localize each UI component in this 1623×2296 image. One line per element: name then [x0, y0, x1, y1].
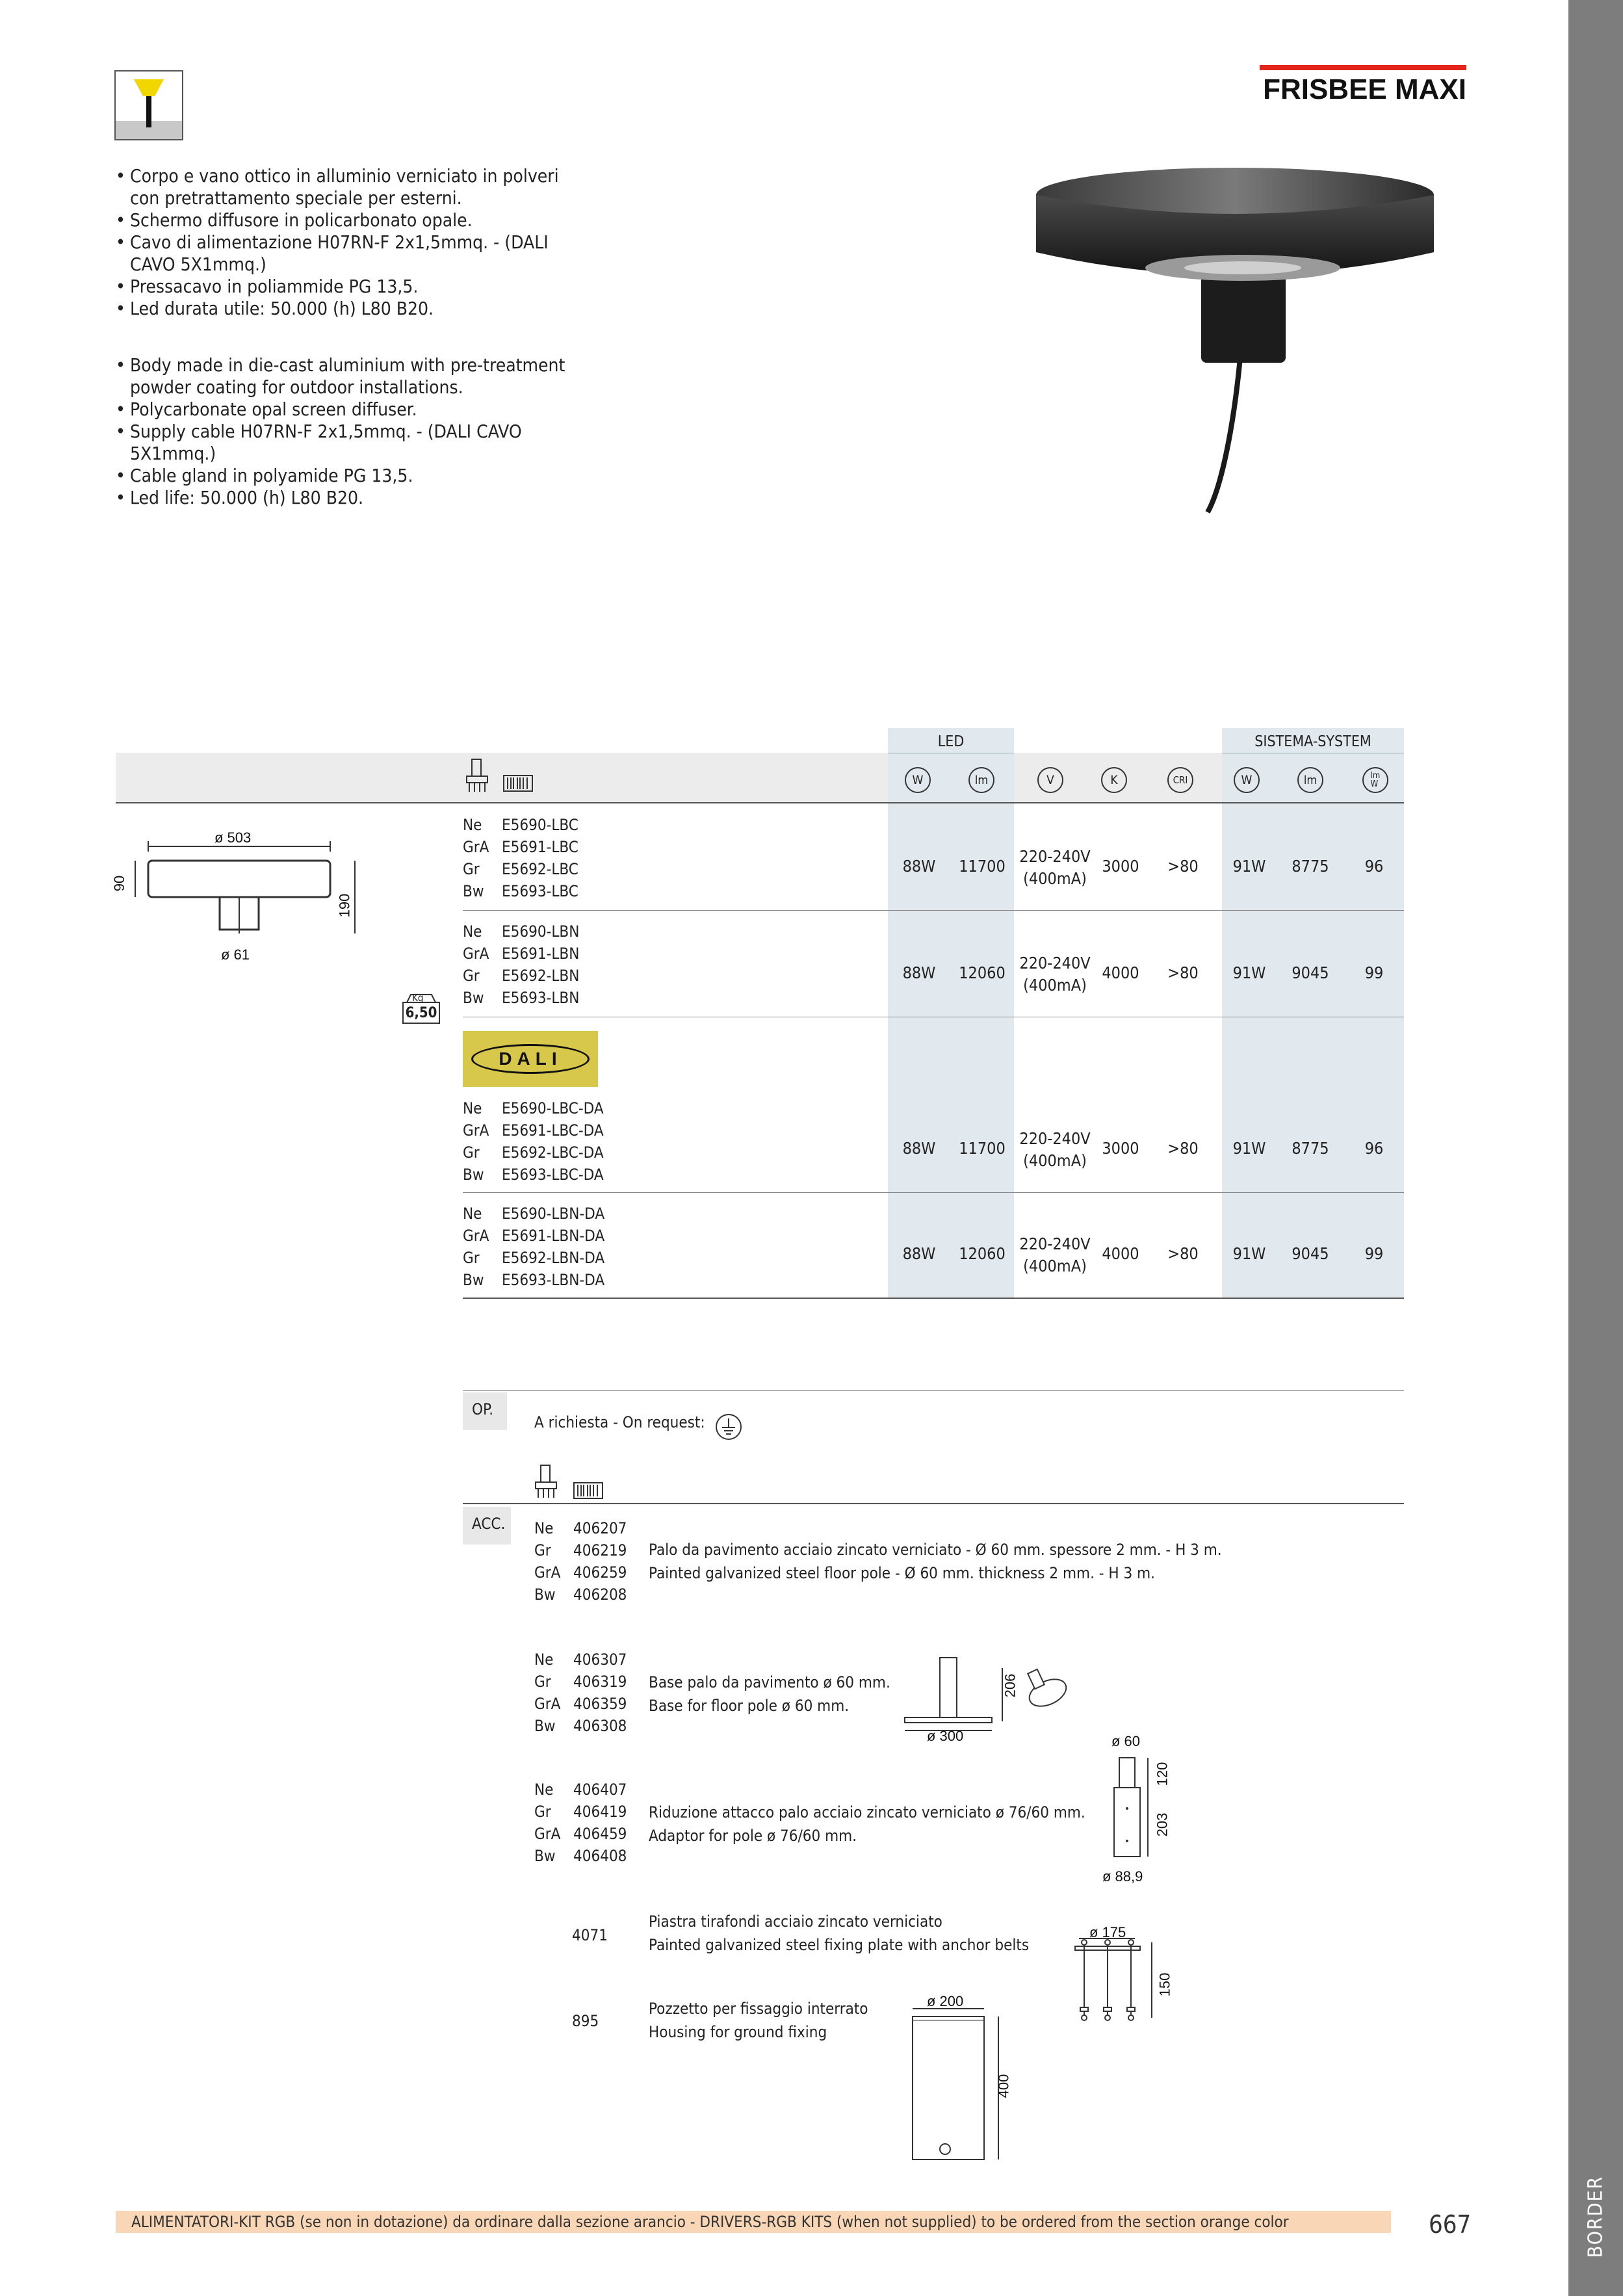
cell-sys-w: 91W: [1232, 1139, 1266, 1158]
cell-voltage: [1014, 1128, 1096, 1172]
acc-code-line: [534, 1649, 627, 1671]
barcode-icon: [503, 775, 533, 794]
code-line: [463, 943, 579, 965]
cell-sys-lm: 9045: [1292, 1244, 1329, 1263]
drive-current: (400mA): [1023, 869, 1087, 888]
cell-eff: 96: [1364, 1139, 1384, 1158]
cell-cri: >80: [1167, 1244, 1199, 1263]
finish-code: Bw: [534, 1847, 556, 1865]
acc-plate-diameter: ø 175: [1089, 1924, 1126, 1940]
finish-code: Gr: [534, 1541, 551, 1559]
cell-led-lm: 12060: [959, 963, 1006, 982]
voltage-range: 220-240V: [1019, 1129, 1091, 1148]
led-band: [888, 728, 1014, 1299]
accessory-code: 406219: [573, 1541, 627, 1559]
led-group-label: LED: [937, 733, 965, 750]
feature-item: • Cavo di alimentazione H07RN-F 2x1,5mmq. - (DALI CAVO 5X1mmq.): [116, 231, 584, 276]
code-line: [463, 920, 579, 943]
acc-plate-height: 150: [1156, 1972, 1173, 1997]
product-title: FRISBEE MAXI: [1263, 73, 1466, 105]
cell-led-lm: 11700: [959, 857, 1006, 876]
pole-mount-icon: [464, 758, 490, 797]
acc-code-line: [534, 1801, 627, 1823]
acc-code-line: [534, 1845, 627, 1867]
dim-total-height: 190: [336, 893, 353, 918]
code-line: [463, 965, 579, 987]
finish-code: Ne: [534, 1650, 554, 1669]
finish-code: Gr: [463, 860, 480, 878]
row-divider: [463, 1192, 1404, 1193]
finish-code: Bw: [534, 1717, 556, 1735]
footer-note: ALIMENTATORI-KIT RGB (se non in dotazione) da ordinare dalla sezione arancio - DRIVERS-RGB KITS (when not supplied) to be ordered from the section orange color: [116, 2211, 1391, 2233]
category-icon: [114, 70, 183, 140]
dali-label: DALI: [499, 1049, 562, 1069]
accessory-code: 406359: [573, 1695, 627, 1713]
code-line: [463, 880, 578, 902]
acc-housing-desc: [649, 1997, 868, 2044]
row-divider: [463, 1298, 1404, 1299]
product-code: E5691-LBN-DA: [502, 1227, 605, 1245]
acc-plate-drawing: [1066, 1937, 1170, 2028]
voltage-range: 220-240V: [1019, 847, 1091, 866]
accessory-code: 406459: [573, 1825, 627, 1843]
accessory-code: 406308: [573, 1717, 627, 1735]
product-codes: [463, 920, 579, 1009]
acc-code-line: [534, 1671, 627, 1693]
feature-item: • Pressacavo in poliammide PG 13,5.: [116, 276, 584, 298]
code-line: [463, 1119, 604, 1141]
acc-base-desc-it: Base palo da pavimento ø 60 mm.: [649, 1673, 890, 1691]
finish-code: Ne: [534, 1781, 554, 1799]
product-code: E5693-LBN-DA: [502, 1271, 605, 1289]
acc-housing-height: 400: [995, 2074, 1012, 2098]
lumen-icon: lm: [968, 767, 994, 793]
acc-adaptor-drawing: [1105, 1750, 1183, 1867]
acc-adaptor-desc-en: Adaptor for pole ø 76/60 mm.: [649, 1827, 857, 1845]
product-code: E5693-LBC-DA: [502, 1166, 604, 1184]
acc-housing-diameter: ø 200: [927, 1993, 964, 2009]
row-divider: [463, 910, 1404, 911]
finish-code: Bw: [463, 1166, 484, 1184]
product-code: E5690-LBC: [502, 816, 578, 834]
cell-k: 4000: [1102, 963, 1139, 982]
code-line: [463, 814, 578, 836]
code-line: [463, 1225, 604, 1247]
finish-code: GrA: [463, 838, 489, 856]
finish-code: Bw: [463, 1271, 484, 1289]
finish-code: Gr: [534, 1803, 551, 1821]
finish-code: Ne: [463, 922, 482, 941]
acc-base-desc: [649, 1671, 890, 1717]
cell-eff: 96: [1364, 857, 1384, 876]
cell-led-lm: 11700: [959, 1139, 1006, 1158]
accessory-code: 406408: [573, 1847, 627, 1865]
acc-housing-code: 895: [572, 2012, 599, 2030]
acc-adaptor-bottom: ø 88,9: [1102, 1868, 1143, 1885]
cell-k: 4000: [1102, 1244, 1139, 1263]
dim-height: 90: [111, 875, 128, 892]
acc-code-line: [534, 1561, 627, 1584]
product-code: E5690-LBN-DA: [502, 1205, 605, 1223]
acc-code-line: [534, 1693, 627, 1715]
acc-code-line: [534, 1823, 627, 1845]
side-bar: [1568, 0, 1623, 2296]
accessory-code: 406259: [573, 1563, 627, 1582]
feature-item: • Body made in die-cast aluminium with pre-treatment powder coating for outdoor installations.: [116, 354, 584, 398]
acc-base-width: ø 300: [927, 1728, 964, 1744]
product-code: E5690-LBC-DA: [502, 1099, 604, 1117]
acc-pole-desc-en: Painted galvanized steel floor pole - Ø 60 mm. thickness 2 mm. - H 3 m.: [649, 1564, 1156, 1582]
code-line: [463, 1141, 604, 1164]
acc-housing-desc-it: Pozzetto per fissaggio interrato: [649, 2000, 868, 2018]
voltage-range: 220-240V: [1019, 954, 1091, 972]
acc-code-line: [534, 1715, 627, 1737]
feature-item: • Polycarbonate opal screen diffuser.: [116, 398, 584, 421]
product-code: E5691-LBC: [502, 838, 578, 856]
weight-value: 6,50: [405, 1005, 437, 1021]
feature-item: • Led durata utile: 50.000 (h) L80 B20.: [116, 298, 584, 320]
acc-code-line: [534, 1584, 627, 1606]
acc-barcode-icon: [573, 1482, 603, 1502]
dim-stem: ø 61: [221, 946, 250, 963]
feature-item: • Cable gland in polyamide PG 13,5.: [116, 465, 584, 487]
cell-sys-lm: 8775: [1292, 1139, 1329, 1158]
acc-pole-desc: [649, 1538, 1222, 1585]
cell-cri: >80: [1167, 1139, 1199, 1158]
product-code: E5692-LBN-DA: [502, 1249, 605, 1267]
acc-pole-icon: [533, 1464, 559, 1503]
options-text: A richiesta - On request:: [534, 1413, 705, 1431]
table-header-bar: [116, 753, 1404, 802]
finish-code: GrA: [463, 945, 489, 963]
cell-cri: >80: [1167, 857, 1199, 876]
finish-code: Bw: [463, 882, 484, 900]
cell-eff: 99: [1364, 963, 1384, 982]
finish-code: GrA: [534, 1695, 561, 1713]
cell-k: 3000: [1102, 1139, 1139, 1158]
acc-pole-codes: [534, 1517, 627, 1606]
code-line: [463, 1097, 604, 1119]
cell-eff: 99: [1364, 1244, 1384, 1263]
system-lumen-icon: lm: [1297, 767, 1323, 793]
page-number: 667: [1429, 2210, 1472, 2239]
cell-sys-w: 91W: [1232, 857, 1266, 876]
dali-logo: [463, 1031, 598, 1087]
finish-code: GrA: [534, 1563, 561, 1582]
accessory-code: 406207: [573, 1519, 627, 1537]
cell-led-w: 88W: [902, 1139, 936, 1158]
product-codes: [463, 1203, 604, 1291]
drive-current: (400mA): [1023, 976, 1087, 995]
acc-adaptor-upper: 120: [1154, 1762, 1171, 1786]
code-line: [463, 987, 579, 1009]
cell-cri: >80: [1167, 963, 1199, 982]
system-band: [1222, 728, 1404, 1299]
volt-icon: V: [1037, 767, 1063, 793]
features-italian: [116, 165, 584, 320]
dim-diameter: ø 503: [214, 829, 252, 846]
accessory-code: 406407: [573, 1781, 627, 1799]
product-code: E5690-LBN: [502, 922, 580, 941]
finish-code: Ne: [463, 816, 482, 834]
finish-code: GrA: [534, 1825, 561, 1843]
cell-led-w: 88W: [902, 1244, 936, 1263]
feature-item: • Corpo e vano ottico in alluminio verniciato in polveri con pretrattamento speciale per esterni.: [116, 165, 584, 209]
product-code: E5692-LBC-DA: [502, 1143, 604, 1162]
cell-sys-lm: 8775: [1292, 857, 1329, 876]
finish-code: Gr: [534, 1673, 551, 1691]
cell-voltage: [1014, 1233, 1096, 1277]
product-codes: [463, 1097, 604, 1186]
accessories-rule: [463, 1503, 1404, 1504]
feature-item: • Schermo diffusore in policarbonato opale.: [116, 209, 584, 231]
cell-voltage: [1014, 952, 1096, 997]
system-group-label: SISTEMA-SYSTEM: [1254, 733, 1371, 750]
accessory-code: 406319: [573, 1673, 627, 1691]
product-codes: [463, 814, 578, 902]
cell-k: 3000: [1102, 857, 1139, 876]
title-accent-bar: [1260, 65, 1466, 70]
product-photo: [962, 148, 1505, 546]
acc-plate-desc: [649, 1910, 1029, 1957]
cell-sys-w: 91W: [1232, 963, 1266, 982]
cell-sys-lm: 9045: [1292, 963, 1329, 982]
acc-code-line: [534, 1539, 627, 1561]
system-watt-icon: W: [1234, 767, 1260, 793]
finish-code: Ne: [534, 1519, 554, 1537]
acc-adaptor-codes: [534, 1779, 627, 1867]
finish-code: Ne: [463, 1099, 482, 1117]
accessory-code: 406307: [573, 1650, 627, 1669]
acc-adaptor-lower: 203: [1154, 1812, 1171, 1837]
finish-code: Gr: [463, 967, 480, 985]
product-code: E5692-LBC: [502, 860, 578, 878]
features-english: [116, 354, 584, 509]
feature-item: • Led life: 50.000 (h) L80 B20.: [116, 487, 584, 509]
accessory-code: 406419: [573, 1803, 627, 1821]
acc-plate-desc-en: Painted galvanized steel fixing plate with anchor belts: [649, 1936, 1030, 1954]
finish-code: Bw: [463, 989, 484, 1007]
accessory-code: 406208: [573, 1585, 627, 1604]
code-line: [463, 1269, 604, 1291]
product-code: E5691-LBN: [502, 945, 580, 963]
cell-voltage: [1014, 846, 1096, 890]
acc-plate-code: 4071: [572, 1926, 608, 1944]
cell-led-w: 88W: [902, 857, 936, 876]
watt-icon: W: [905, 767, 931, 793]
code-line: [463, 1247, 604, 1269]
drive-current: (400mA): [1023, 1151, 1087, 1170]
finish-code: GrA: [463, 1121, 489, 1140]
acc-base-drawing: [897, 1655, 1079, 1740]
code-line: [463, 1203, 604, 1225]
acc-pole-desc-it: Palo da pavimento acciaio zincato verniciato - Ø 60 mm. spessore 2 mm. - H 3 m.: [649, 1541, 1222, 1559]
product-code: E5692-LBN: [502, 967, 580, 985]
kelvin-icon: K: [1101, 767, 1127, 793]
finish-code: Ne: [463, 1205, 482, 1223]
acc-adaptor-desc-it: Riduzione attacco palo acciaio zincato verniciato ø 76/60 mm.: [649, 1803, 1085, 1821]
code-line: [463, 858, 578, 880]
acc-code-line: [534, 1779, 627, 1801]
finish-code: Gr: [463, 1249, 480, 1267]
section-label: BORDER: [1584, 2175, 1607, 2258]
acc-base-desc-en: Base for floor pole ø 60 mm.: [649, 1697, 850, 1715]
finish-code: Gr: [463, 1143, 480, 1162]
cri-icon: CRI: [1167, 767, 1193, 793]
cell-led-w: 88W: [902, 963, 936, 982]
finish-code: GrA: [463, 1227, 489, 1245]
drive-current: (400mA): [1023, 1257, 1087, 1275]
feature-item: • Supply cable H07RN-F 2x1,5mmq. - (DALI CAVO 5X1mmq.): [116, 421, 584, 465]
code-line: [463, 1164, 604, 1186]
product-code: E5691-LBC-DA: [502, 1121, 604, 1140]
acc-housing-desc-en: Housing for ground fixing: [649, 2023, 827, 2041]
acc-adaptor-top: ø 60: [1111, 1733, 1141, 1749]
efficacy-icon: lm W: [1362, 767, 1388, 793]
acc-base-codes: [534, 1649, 627, 1737]
acc-adaptor-desc: [649, 1801, 1085, 1847]
code-line: [463, 836, 578, 858]
acc-code-line: [534, 1517, 627, 1539]
accessories-tag: ACC.: [463, 1507, 511, 1545]
product-code: E5693-LBN: [502, 989, 580, 1007]
acc-plate-desc-it: Piastra tirafondi acciaio zincato verniciato: [649, 1912, 942, 1931]
cell-sys-w: 91W: [1232, 1244, 1266, 1263]
options-tag: OP.: [463, 1392, 507, 1430]
finish-code: Bw: [534, 1585, 556, 1604]
acc-base-height: 206: [1002, 1673, 1019, 1698]
product-code: E5693-LBC: [502, 882, 578, 900]
weight-unit: Kg: [412, 992, 424, 1004]
cell-led-lm: 12060: [959, 1244, 1006, 1263]
table-header-rule: [116, 802, 1404, 803]
ground-icon: [715, 1413, 742, 1443]
voltage-range: 220-240V: [1019, 1234, 1091, 1253]
